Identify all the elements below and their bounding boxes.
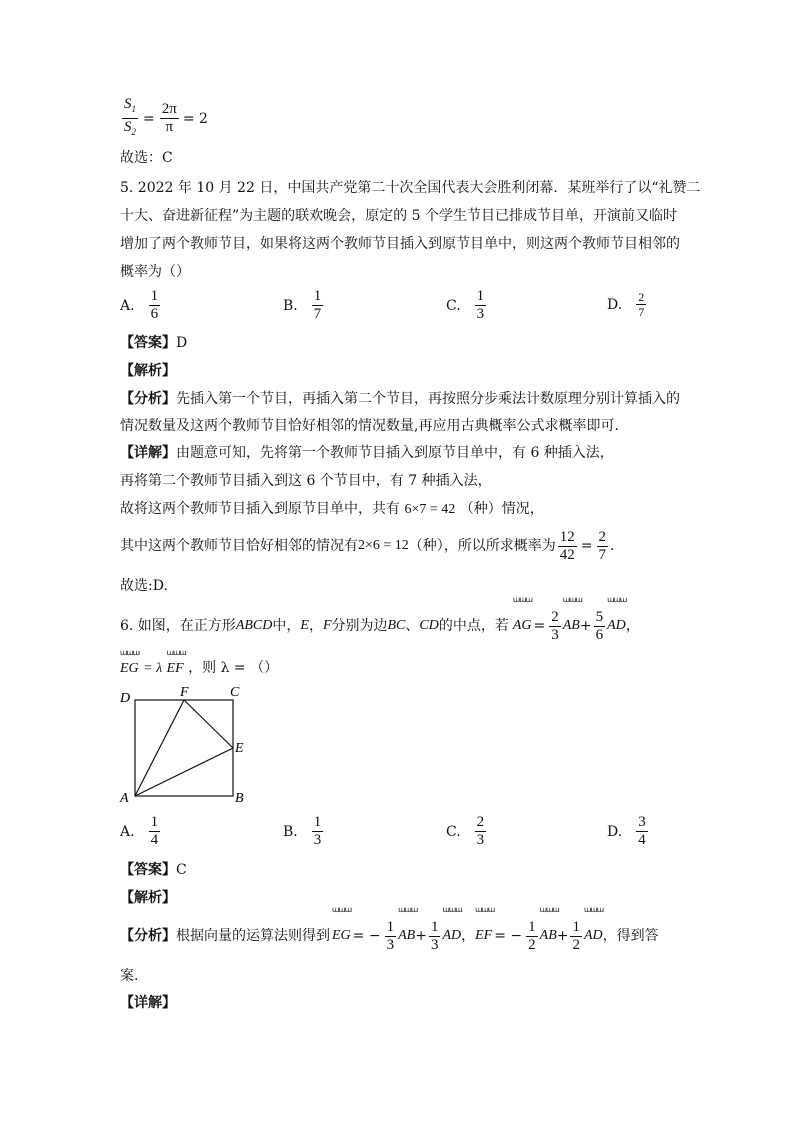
segment-fe <box>184 700 233 748</box>
q5-option-d: D. $\frac{2}{7}$ <box>607 290 645 319</box>
equals: = <box>143 110 155 127</box>
q6-option-b: B. $\frac{1}{3}$ <box>283 814 322 848</box>
label-f: F <box>180 685 189 700</box>
q6-line1: 6. 如图，在正方形 ABCD 中， E ， F 分别为边 BC 、 CD 的中点，若 ꭐꭐꭐ AG = $\frac{2}{3}$ ꭐꭐꭐ AB + $\frac{5}{6}$ ꭐꭐꭐ AD ， <box>120 595 640 643</box>
q5-option-b: B. $\frac{1}{7}$ <box>283 288 322 322</box>
q5-xiangjie-3: 故将这两个教师节目插入到原节目单中，共有 6×7 = 42 （种）情况， <box>120 501 544 517</box>
q5-xiangjie-2: 再将第二个教师节目插入到这 6 个节目中，有 7 种插入法， <box>120 473 492 489</box>
q6-option-a: A. $\frac{1}{4}$ <box>120 814 159 848</box>
q5-fenxi-2: 情况数量及这两个教师节目恰好相邻的情况数量,再应用古典概率公式求概率即可. <box>120 418 619 434</box>
q5-xiangjie-1: 【详解】由题意可知，先将第一个教师节目插入到原节目单中，有 6 种插入法， <box>120 445 614 461</box>
label-d: D <box>120 691 131 706</box>
label-e: E <box>235 741 244 756</box>
prev-answer: 故选：C <box>120 150 173 166</box>
q6-option-d: D. $\frac{3}{4}$ <box>607 814 646 848</box>
q5-line3: 增加了两个教师节目，如果将这两个教师节目插入到原节目单中，则这两个教师节目相邻的 <box>120 236 680 252</box>
q5-fenxi-1: 【分析】先插入第一个节目，再插入第二个节目，再按照分步乘法计数原理分别计算插入的 <box>120 391 680 407</box>
segment-ae <box>135 748 233 796</box>
q6-answer: 【答案】C <box>120 862 187 878</box>
q6-option-c: C. $\frac{2}{3}$ <box>446 814 485 848</box>
q6-xiangjie-tag: 【详解】 <box>120 995 176 1011</box>
q6-analysis-tag: 【解析】 <box>120 890 176 906</box>
q5-line2: 十大、奋进新征程”为主题的联欢晚会，原定的 5 个学生节目已排成节目单，开演前又临时 <box>120 208 677 224</box>
q6-fenxi-cont: 案. <box>120 968 139 984</box>
q5-xiangjie-4: 其中这两个教师节目恰好相邻的情况有 2×6 = 12 （种），所以所求概率为 $\frac{12}{42}$ = $\frac{2}{7}$ . <box>120 528 615 563</box>
label-a: A <box>120 791 129 806</box>
q5-final: 故选:D. <box>120 578 168 594</box>
q5-option-c: C. $\frac{1}{3}$ <box>446 288 485 322</box>
label-b: B <box>235 791 244 806</box>
square-figure <box>116 682 256 806</box>
square-abcd <box>135 700 233 796</box>
q6-fenxi: 【分析】 根据向量的运算法则得到 ꭐꭐꭐ EG = − $\frac{1}{3}$ ꭐꭐꭐ AB + $\frac{1}{3}$ ꭐꭐꭐ AD ， ꭐꭐꭐ EF = − $\frac{1}{2}$ ꭐꭐꭐ AB + $\frac{1}{2}$ ꭐꭐꭐ AD ，得到答 <box>120 905 659 953</box>
label-c: C <box>230 685 240 700</box>
q5-line1: 5. 2022 年 10 月 22 日，中国共产党第二十次全国代表大会胜利闭幕．某班举行了以“礼赞二 <box>120 180 701 196</box>
q5-answer: 【答案】D <box>120 335 188 351</box>
two-pi-over-pi: $\frac{2\pi}{\pi}$ <box>161 101 177 135</box>
q5-analysis-tag: 【解析】 <box>120 363 176 379</box>
q6-line2: ꭐꭐꭐ EG = λ ꭐꭐꭐ EF ，则 λ = （） <box>120 648 279 676</box>
segment-af <box>135 700 184 796</box>
top-formula <box>120 96 208 141</box>
s1-over-s2: $\frac{S_1}{S_2}$ <box>124 96 136 137</box>
formula-result: = 2 <box>182 110 208 127</box>
q5-option-a: A. $\frac{1}{6}$ <box>120 288 159 322</box>
q5-line4: 概率为（） <box>120 264 190 280</box>
